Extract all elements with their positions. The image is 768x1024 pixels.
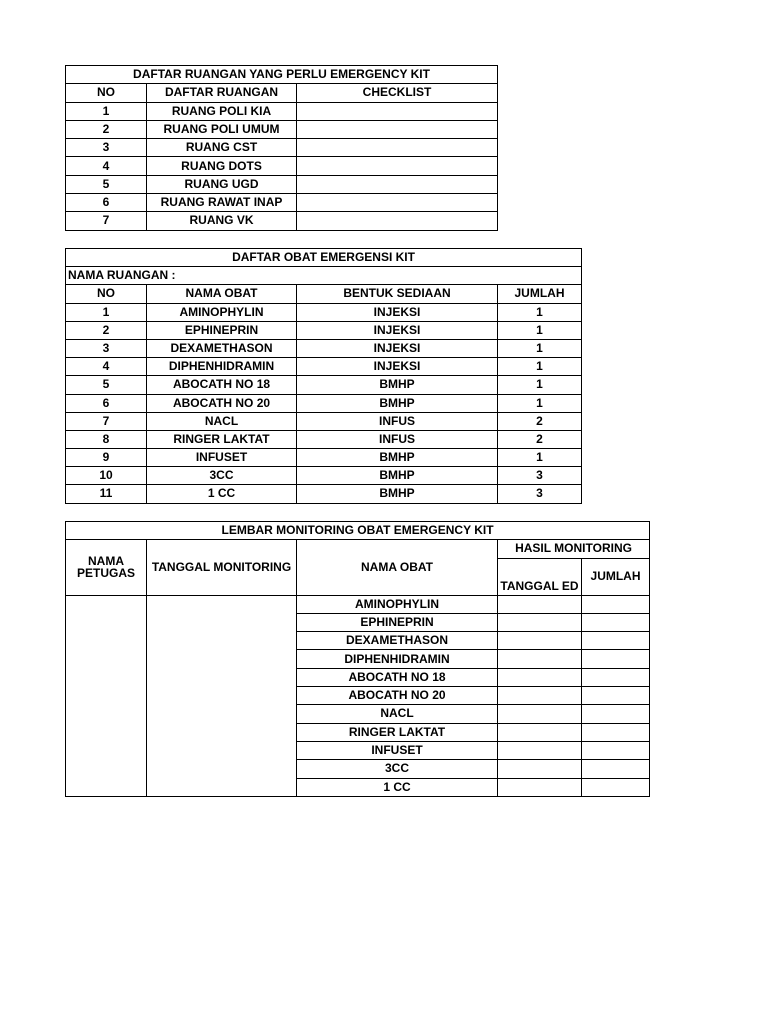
drug-name: AMINOPHYLIN bbox=[147, 303, 297, 321]
monitoring-sheet-table bbox=[65, 521, 650, 797]
room-list-title: DAFTAR RUANGAN YANG PERLU EMERGENCY KIT bbox=[66, 66, 498, 84]
drug-name: RINGER LAKTAT bbox=[147, 430, 297, 448]
drug-name: 1 CC bbox=[147, 485, 297, 503]
quantity: 3 bbox=[498, 485, 582, 503]
header-drug-name: NAMA OBAT bbox=[297, 540, 498, 595]
room-name: RUANG RAWAT INAP bbox=[147, 194, 297, 212]
row-number: 2 bbox=[66, 321, 147, 339]
row-number: 3 bbox=[66, 339, 147, 357]
dosage-form: BMHP bbox=[297, 394, 498, 412]
drug-name: INFUSET bbox=[297, 741, 498, 759]
row-number: 10 bbox=[66, 467, 147, 485]
room-name-label: NAMA RUANGAN : bbox=[66, 267, 582, 285]
quantity-cell[interactable] bbox=[582, 595, 650, 613]
table-row bbox=[66, 120, 498, 138]
table-row bbox=[66, 303, 582, 321]
quantity-cell[interactable] bbox=[582, 778, 650, 796]
drug-name: NACL bbox=[297, 705, 498, 723]
row-number: 3 bbox=[66, 139, 147, 157]
table-row bbox=[66, 394, 582, 412]
header-expiry-date: TANGGAL ED bbox=[498, 558, 582, 595]
officer-name-cell[interactable] bbox=[66, 595, 147, 796]
table-row bbox=[66, 157, 498, 175]
quantity-cell[interactable] bbox=[582, 613, 650, 631]
row-number: 8 bbox=[66, 430, 147, 448]
quantity: 2 bbox=[498, 430, 582, 448]
header-quantity: JUMLAH bbox=[498, 285, 582, 303]
drug-name: NACL bbox=[147, 412, 297, 430]
table-row bbox=[66, 449, 582, 467]
header-monitoring-result: HASIL MONITORING bbox=[498, 540, 650, 558]
drug-table-title: DAFTAR OBAT EMERGENSI KIT bbox=[66, 249, 582, 267]
room-name: RUANG VK bbox=[147, 212, 297, 230]
expiry-date-cell[interactable] bbox=[498, 723, 582, 741]
table-row bbox=[66, 358, 582, 376]
room-name: RUANG DOTS bbox=[147, 157, 297, 175]
expiry-date-cell[interactable] bbox=[498, 705, 582, 723]
table-row bbox=[66, 595, 650, 613]
expiry-date-cell[interactable] bbox=[498, 650, 582, 668]
room-name: RUANG UGD bbox=[147, 175, 297, 193]
row-number: 5 bbox=[66, 175, 147, 193]
quantity: 2 bbox=[498, 412, 582, 430]
quantity: 1 bbox=[498, 376, 582, 394]
drug-name: INFUSET bbox=[147, 449, 297, 467]
expiry-date-cell[interactable] bbox=[498, 613, 582, 631]
header-drug-name: NAMA OBAT bbox=[147, 285, 297, 303]
header-officer-name: NAMA PETUGAS bbox=[66, 540, 147, 595]
header-checklist: CHECKLIST bbox=[297, 84, 498, 102]
table-row bbox=[66, 139, 498, 157]
row-number: 1 bbox=[66, 102, 147, 120]
quantity: 1 bbox=[498, 394, 582, 412]
checklist-cell[interactable] bbox=[297, 157, 498, 175]
quantity-cell[interactable] bbox=[582, 687, 650, 705]
drug-name: 3CC bbox=[297, 760, 498, 778]
table-row bbox=[66, 194, 498, 212]
checklist-cell[interactable] bbox=[297, 139, 498, 157]
table-row bbox=[66, 430, 582, 448]
row-number: 6 bbox=[66, 194, 147, 212]
monitoring-title: LEMBAR MONITORING OBAT EMERGENCY KIT bbox=[66, 522, 650, 540]
drug-name: ABOCATH NO 20 bbox=[147, 394, 297, 412]
row-number: 4 bbox=[66, 358, 147, 376]
checklist-cell[interactable] bbox=[297, 120, 498, 138]
quantity-cell[interactable] bbox=[582, 650, 650, 668]
row-number: 4 bbox=[66, 157, 147, 175]
row-number: 5 bbox=[66, 376, 147, 394]
quantity-cell[interactable] bbox=[582, 705, 650, 723]
drug-name: 1 CC bbox=[297, 778, 498, 796]
row-number: 1 bbox=[66, 303, 147, 321]
drug-name: ABOCATH NO 18 bbox=[147, 376, 297, 394]
quantity: 1 bbox=[498, 449, 582, 467]
dosage-form: BMHP bbox=[297, 376, 498, 394]
quantity-cell[interactable] bbox=[582, 760, 650, 778]
table-row bbox=[66, 485, 582, 503]
monitoring-date-cell[interactable] bbox=[147, 595, 297, 796]
table-row bbox=[66, 102, 498, 120]
emergency-drug-table bbox=[65, 248, 582, 504]
expiry-date-cell[interactable] bbox=[498, 760, 582, 778]
header-monitoring-date: TANGGAL MONITORING bbox=[147, 540, 297, 595]
table-row bbox=[66, 467, 582, 485]
row-number: 11 bbox=[66, 485, 147, 503]
row-number: 7 bbox=[66, 412, 147, 430]
drug-name: DIPHENHIDRAMIN bbox=[297, 650, 498, 668]
drug-name: ABOCATH NO 20 bbox=[297, 687, 498, 705]
room-list-table bbox=[65, 65, 498, 231]
expiry-date-cell[interactable] bbox=[498, 595, 582, 613]
header-no: NO bbox=[66, 285, 147, 303]
room-name: RUANG POLI UMUM bbox=[147, 120, 297, 138]
quantity: 1 bbox=[498, 358, 582, 376]
expiry-date-cell[interactable] bbox=[498, 778, 582, 796]
checklist-cell[interactable] bbox=[297, 102, 498, 120]
dosage-form: BMHP bbox=[297, 467, 498, 485]
quantity: 1 bbox=[498, 339, 582, 357]
header-quantity: JUMLAH bbox=[582, 558, 650, 595]
checklist-cell[interactable] bbox=[297, 175, 498, 193]
header-room: DAFTAR RUANGAN bbox=[147, 84, 297, 102]
drug-name: EPHINEPRIN bbox=[147, 321, 297, 339]
quantity-cell[interactable] bbox=[582, 632, 650, 650]
dosage-form: BMHP bbox=[297, 485, 498, 503]
quantity-cell[interactable] bbox=[582, 741, 650, 759]
drug-name: RINGER LAKTAT bbox=[297, 723, 498, 741]
quantity-cell[interactable] bbox=[582, 668, 650, 686]
row-number: 7 bbox=[66, 212, 147, 230]
header-no: NO bbox=[66, 84, 147, 102]
quantity: 1 bbox=[498, 303, 582, 321]
table-row bbox=[66, 412, 582, 430]
drug-name: ABOCATH NO 18 bbox=[297, 668, 498, 686]
drug-name: DEXAMETHASON bbox=[297, 632, 498, 650]
table-row bbox=[66, 175, 498, 193]
drug-name: DIPHENHIDRAMIN bbox=[147, 358, 297, 376]
table-row bbox=[66, 376, 582, 394]
expiry-date-cell[interactable] bbox=[498, 668, 582, 686]
dosage-form: INJEKSI bbox=[297, 339, 498, 357]
dosage-form: BMHP bbox=[297, 449, 498, 467]
expiry-date-cell[interactable] bbox=[498, 632, 582, 650]
expiry-date-cell[interactable] bbox=[498, 687, 582, 705]
header-dosage-form: BENTUK SEDIAAN bbox=[297, 285, 498, 303]
checklist-cell[interactable] bbox=[297, 194, 498, 212]
drug-name: 3CC bbox=[147, 467, 297, 485]
dosage-form: INJEKSI bbox=[297, 303, 498, 321]
drug-name: EPHINEPRIN bbox=[297, 613, 498, 631]
row-number: 2 bbox=[66, 120, 147, 138]
drug-name: AMINOPHYLIN bbox=[297, 595, 498, 613]
table-row bbox=[66, 339, 582, 357]
quantity: 1 bbox=[498, 321, 582, 339]
room-name: RUANG CST bbox=[147, 139, 297, 157]
checklist-cell[interactable] bbox=[297, 212, 498, 230]
expiry-date-cell[interactable] bbox=[498, 741, 582, 759]
room-name: RUANG POLI KIA bbox=[147, 102, 297, 120]
row-number: 6 bbox=[66, 394, 147, 412]
dosage-form: INFUS bbox=[297, 430, 498, 448]
table-row bbox=[66, 212, 498, 230]
dosage-form: INFUS bbox=[297, 412, 498, 430]
dosage-form: INJEKSI bbox=[297, 321, 498, 339]
row-number: 9 bbox=[66, 449, 147, 467]
dosage-form: INJEKSI bbox=[297, 358, 498, 376]
table-row bbox=[66, 321, 582, 339]
drug-name: DEXAMETHASON bbox=[147, 339, 297, 357]
quantity: 3 bbox=[498, 467, 582, 485]
quantity-cell[interactable] bbox=[582, 723, 650, 741]
